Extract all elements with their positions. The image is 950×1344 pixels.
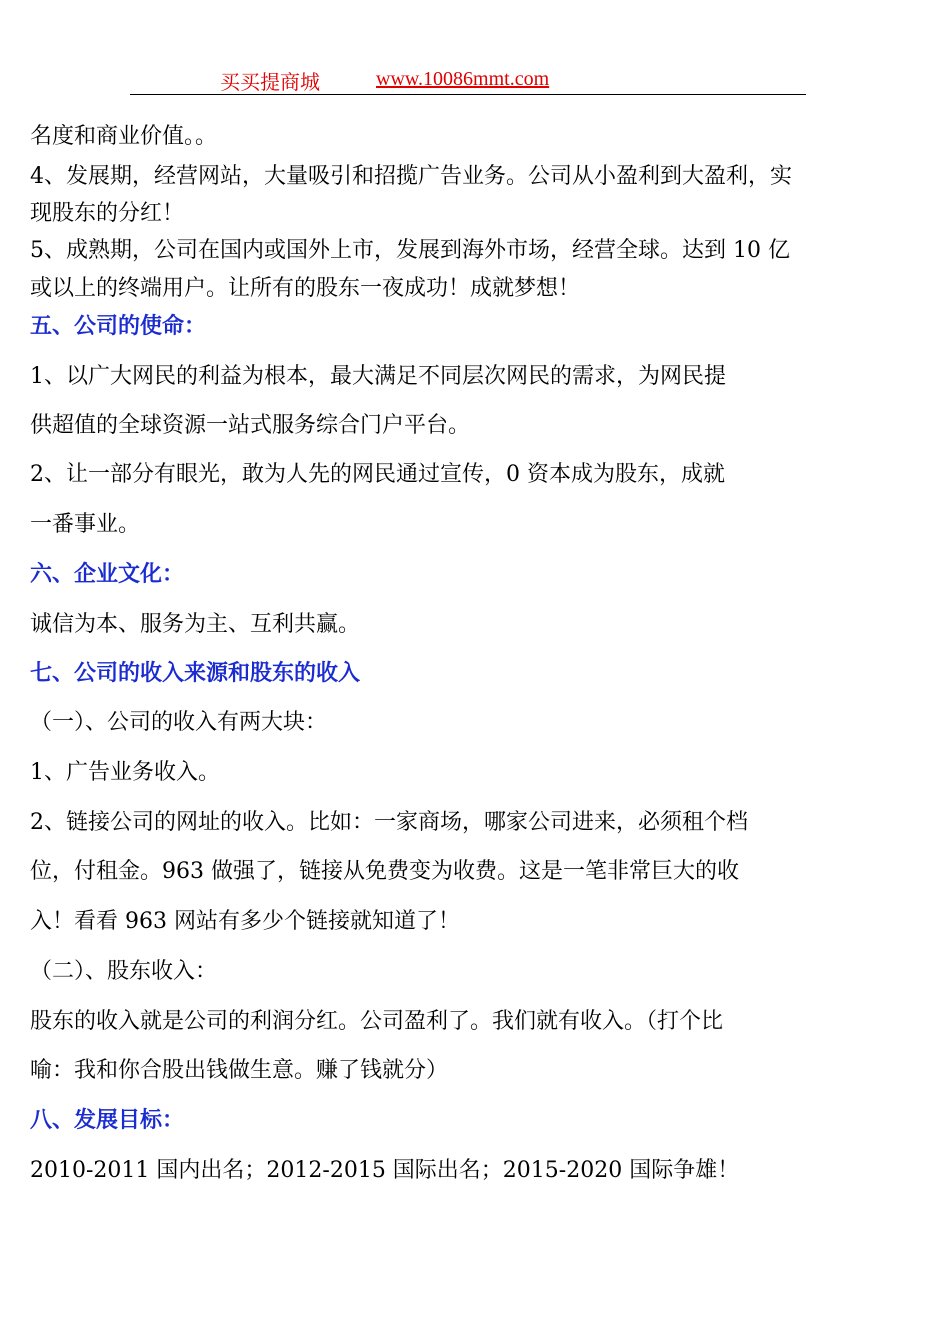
paragraph-line: 入！看看 963 网站有多少个链接就知道了！ [30,909,460,934]
paragraph-line: 股东的收入就是公司的利润分红。公司盈利了。我们就有收入。（打个比 [30,1009,724,1034]
section-heading-mission: 五、公司的使命： [30,314,207,339]
section-heading-income: 七、公司的收入来源和股东的收入 [30,661,361,686]
header-brand: 买买提商城 [220,70,320,94]
page-header [130,66,806,95]
header-url-link[interactable]: www.10086mmt.com [376,68,550,90]
paragraph-line: 一番事业。 [30,512,141,537]
paragraph-line: 2、让一部分有眼光，敢为人先的网民通过宣传，0 资本成为股东，成就 [30,462,725,487]
paragraph-line: 诚信为本、服务为主、互利共赢。 [30,612,361,637]
paragraph-line: 喻：我和你合股出钱做生意。赚了钱就分） [30,1058,449,1083]
paragraph-line: 4、发展期，经营网站，大量吸引和招揽广告业务。公司从小盈利到大盈利，实 [30,164,792,189]
paragraph-line: 现股东的分红！ [30,201,185,226]
paragraph-line: 2、链接公司的网址的收入。比如：一家商场，哪家公司进来，必须租个档 [30,810,748,835]
paragraph-line: （二）、股东收入： [30,959,218,984]
paragraph-line: 2010-2011 国内出名；2012-2015 国际出名；2015-2020 国际争雄！ [30,1158,740,1183]
paragraph-line: 5、成熟期，公司在国内或国外上市，发展到海外市场，经营全球。达到 10 亿 [30,238,790,263]
section-heading-goals: 八、发展目标： [30,1108,185,1133]
paragraph-line: 或以上的终端用户。让所有的股东一夜成功！成就梦想！ [30,276,581,301]
paragraph-line: 名度和商业价值。。 [30,124,218,149]
paragraph-line: 供超值的全球资源一站式服务综合门户平台。 [30,413,471,438]
paragraph-line: （一）、公司的收入有两大块： [30,710,328,735]
section-heading-culture: 六、企业文化： [30,562,185,587]
paragraph-line: 位，付租金。963 做强了，链接从免费变为收费。这是一笔非常巨大的收 [30,859,739,884]
paragraph-line: 1、以广大网民的利益为根本，最大满足不同层次网民的需求，为网民提 [30,364,726,389]
paragraph-line: 1、广告业务收入。 [30,760,220,785]
